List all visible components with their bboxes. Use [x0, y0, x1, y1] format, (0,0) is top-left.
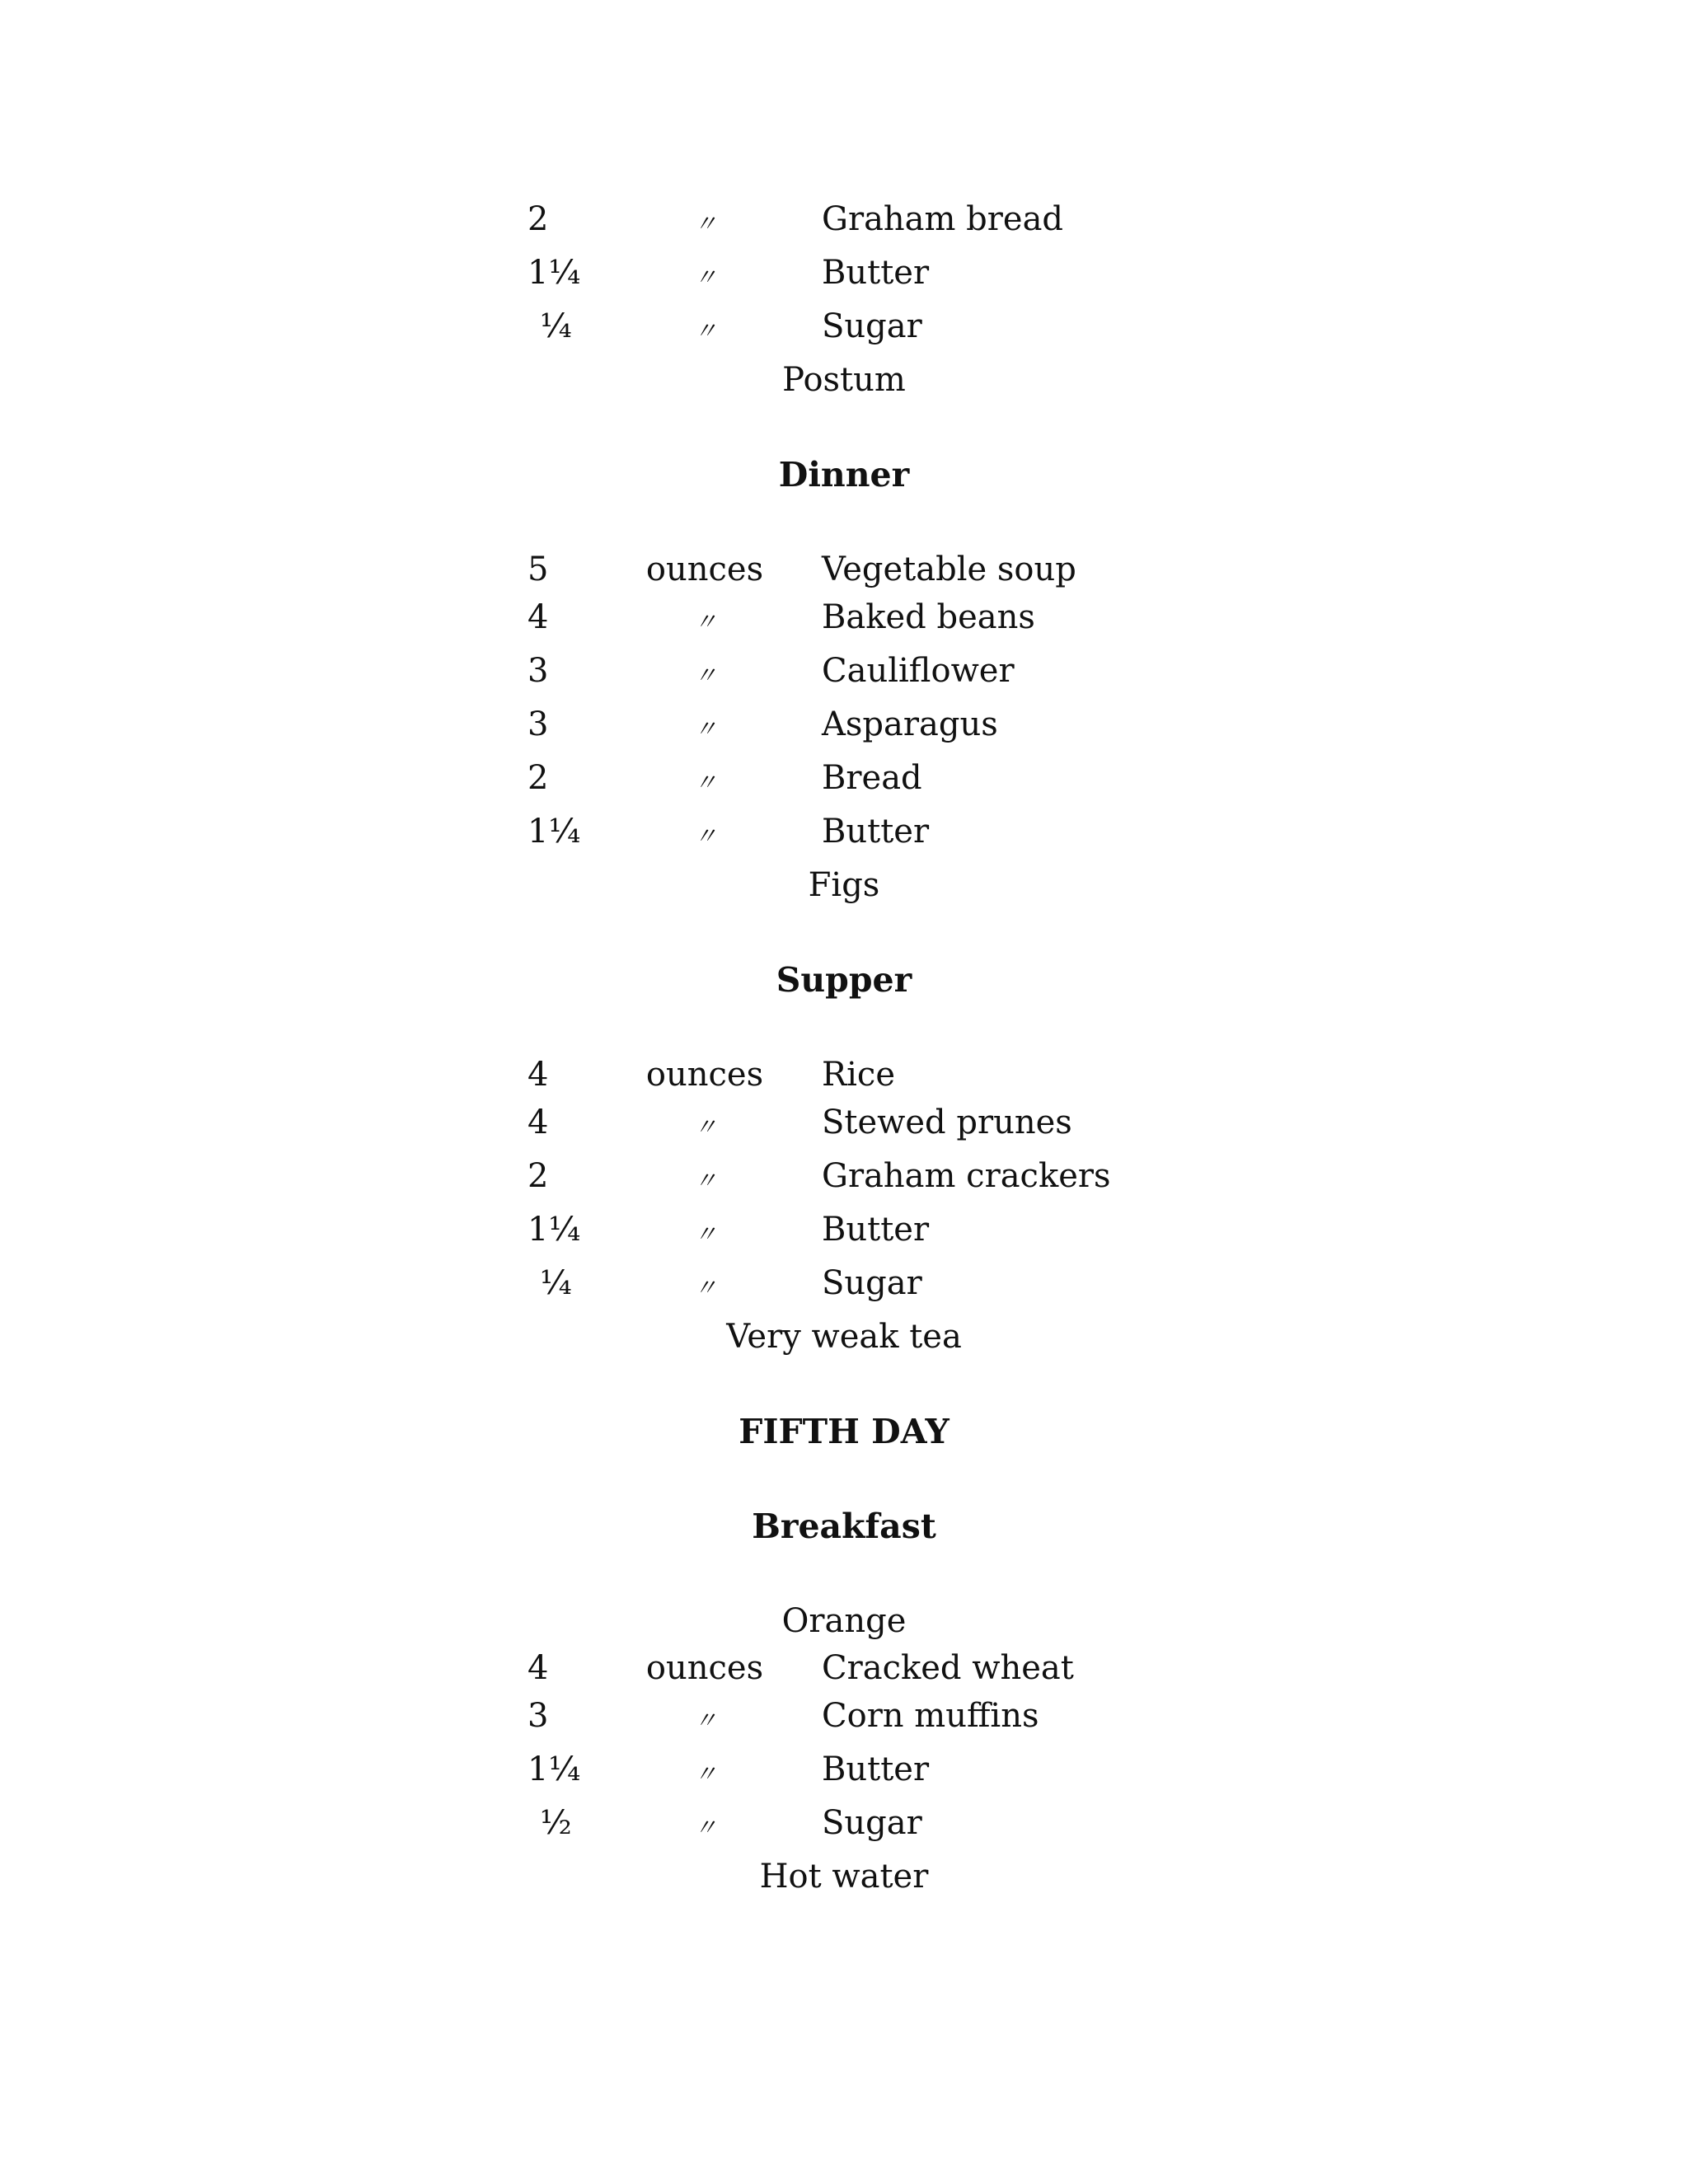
menu-row: [0, 646, 1688, 696]
menu-row: [0, 1098, 1688, 1147]
supper-heading: Supper: [776, 960, 912, 1000]
unit-ditto: 〃: [693, 210, 715, 237]
quantity: ¼: [540, 1264, 572, 1302]
quantity: 5: [528, 551, 549, 588]
menu-row: [0, 1151, 1688, 1201]
food-item: Butter: [822, 1750, 930, 1788]
food-item: Butter: [822, 813, 930, 851]
quantity: 1¼: [528, 813, 581, 851]
unit-ditto: 〃: [693, 823, 715, 850]
unit-ditto: 〃: [693, 1707, 715, 1734]
menu-row: [0, 1050, 1688, 1099]
beverage-line: Very weak tea: [726, 1318, 962, 1356]
unit-ditto: 〃: [693, 1113, 715, 1141]
food-item: Butter: [822, 254, 930, 292]
quantity: 1¼: [528, 254, 581, 292]
quantity: ¼: [540, 307, 572, 345]
menu-row: [0, 807, 1688, 856]
unit-ditto: 〃: [693, 264, 715, 291]
quantity: 2: [528, 759, 549, 797]
beverage-line: Postum: [782, 361, 906, 399]
quantity: ½: [540, 1804, 572, 1842]
food-item: Butter: [822, 1211, 930, 1249]
unit-ditto: 〃: [693, 608, 715, 635]
menu-row: [0, 1258, 1688, 1308]
menu-row: [0, 248, 1688, 298]
food-item: Sugar: [822, 1264, 922, 1302]
dessert-line: Figs: [808, 866, 880, 904]
quantity: 1¼: [528, 1750, 581, 1788]
beverage-line: Hot water: [759, 1858, 929, 1896]
quantity: 2: [528, 1157, 549, 1195]
menu-row: [0, 1205, 1688, 1254]
food-item: Graham bread: [822, 200, 1064, 238]
quantity: 1¼: [528, 1211, 581, 1249]
menu-row: [0, 1643, 1688, 1693]
menu-row: [0, 700, 1688, 749]
unit: ounces: [645, 1649, 764, 1687]
food-item: Bread: [822, 759, 922, 797]
menu-row: [0, 302, 1688, 351]
food-item: Sugar: [822, 1804, 922, 1842]
quantity: 4: [528, 1056, 549, 1094]
unit-ditto: 〃: [693, 1274, 715, 1301]
food-item: Graham crackers: [822, 1157, 1111, 1195]
menu-row: [0, 194, 1688, 244]
food-item: Rice: [822, 1056, 895, 1094]
menu-row: [0, 1798, 1688, 1848]
unit-ditto: 〃: [693, 769, 715, 796]
menu-row: [0, 1691, 1688, 1741]
food-item: Baked beans: [822, 598, 1035, 636]
unit-ditto: 〃: [693, 317, 715, 344]
menu-row: [0, 1745, 1688, 1794]
food-item: Cracked wheat: [822, 1649, 1074, 1687]
unit-ditto: 〃: [693, 1760, 715, 1788]
unit-ditto: 〃: [693, 1167, 715, 1194]
quantity: 4: [528, 1104, 549, 1141]
food-item: Stewed prunes: [822, 1104, 1072, 1141]
day-heading: FIFTH DAY: [738, 1412, 950, 1451]
quantity: 2: [528, 200, 549, 238]
food-item: Vegetable soup: [822, 551, 1076, 588]
unit-ditto: 〃: [693, 715, 715, 743]
food-item: Corn muffins: [822, 1697, 1039, 1735]
quantity: 3: [528, 1697, 549, 1735]
food-item: Asparagus: [822, 705, 998, 743]
menu-row: [0, 753, 1688, 803]
food-item: Sugar: [822, 307, 922, 345]
quantity: 4: [528, 598, 549, 636]
quantity: 4: [528, 1649, 549, 1687]
quantity: 3: [528, 652, 549, 690]
unit: ounces: [645, 551, 764, 588]
food-item: Cauliflower: [822, 652, 1015, 690]
quantity: 3: [528, 705, 549, 743]
menu-row: [0, 545, 1688, 594]
unit-ditto: 〃: [693, 1814, 715, 1841]
unit: ounces: [645, 1056, 764, 1094]
fruit-line: Orange: [781, 1602, 907, 1640]
unit-ditto: 〃: [693, 1221, 715, 1248]
breakfast-heading: Breakfast: [752, 1507, 936, 1546]
unit-ditto: 〃: [693, 662, 715, 689]
dinner-heading: Dinner: [778, 455, 910, 494]
menu-row: [0, 593, 1688, 642]
